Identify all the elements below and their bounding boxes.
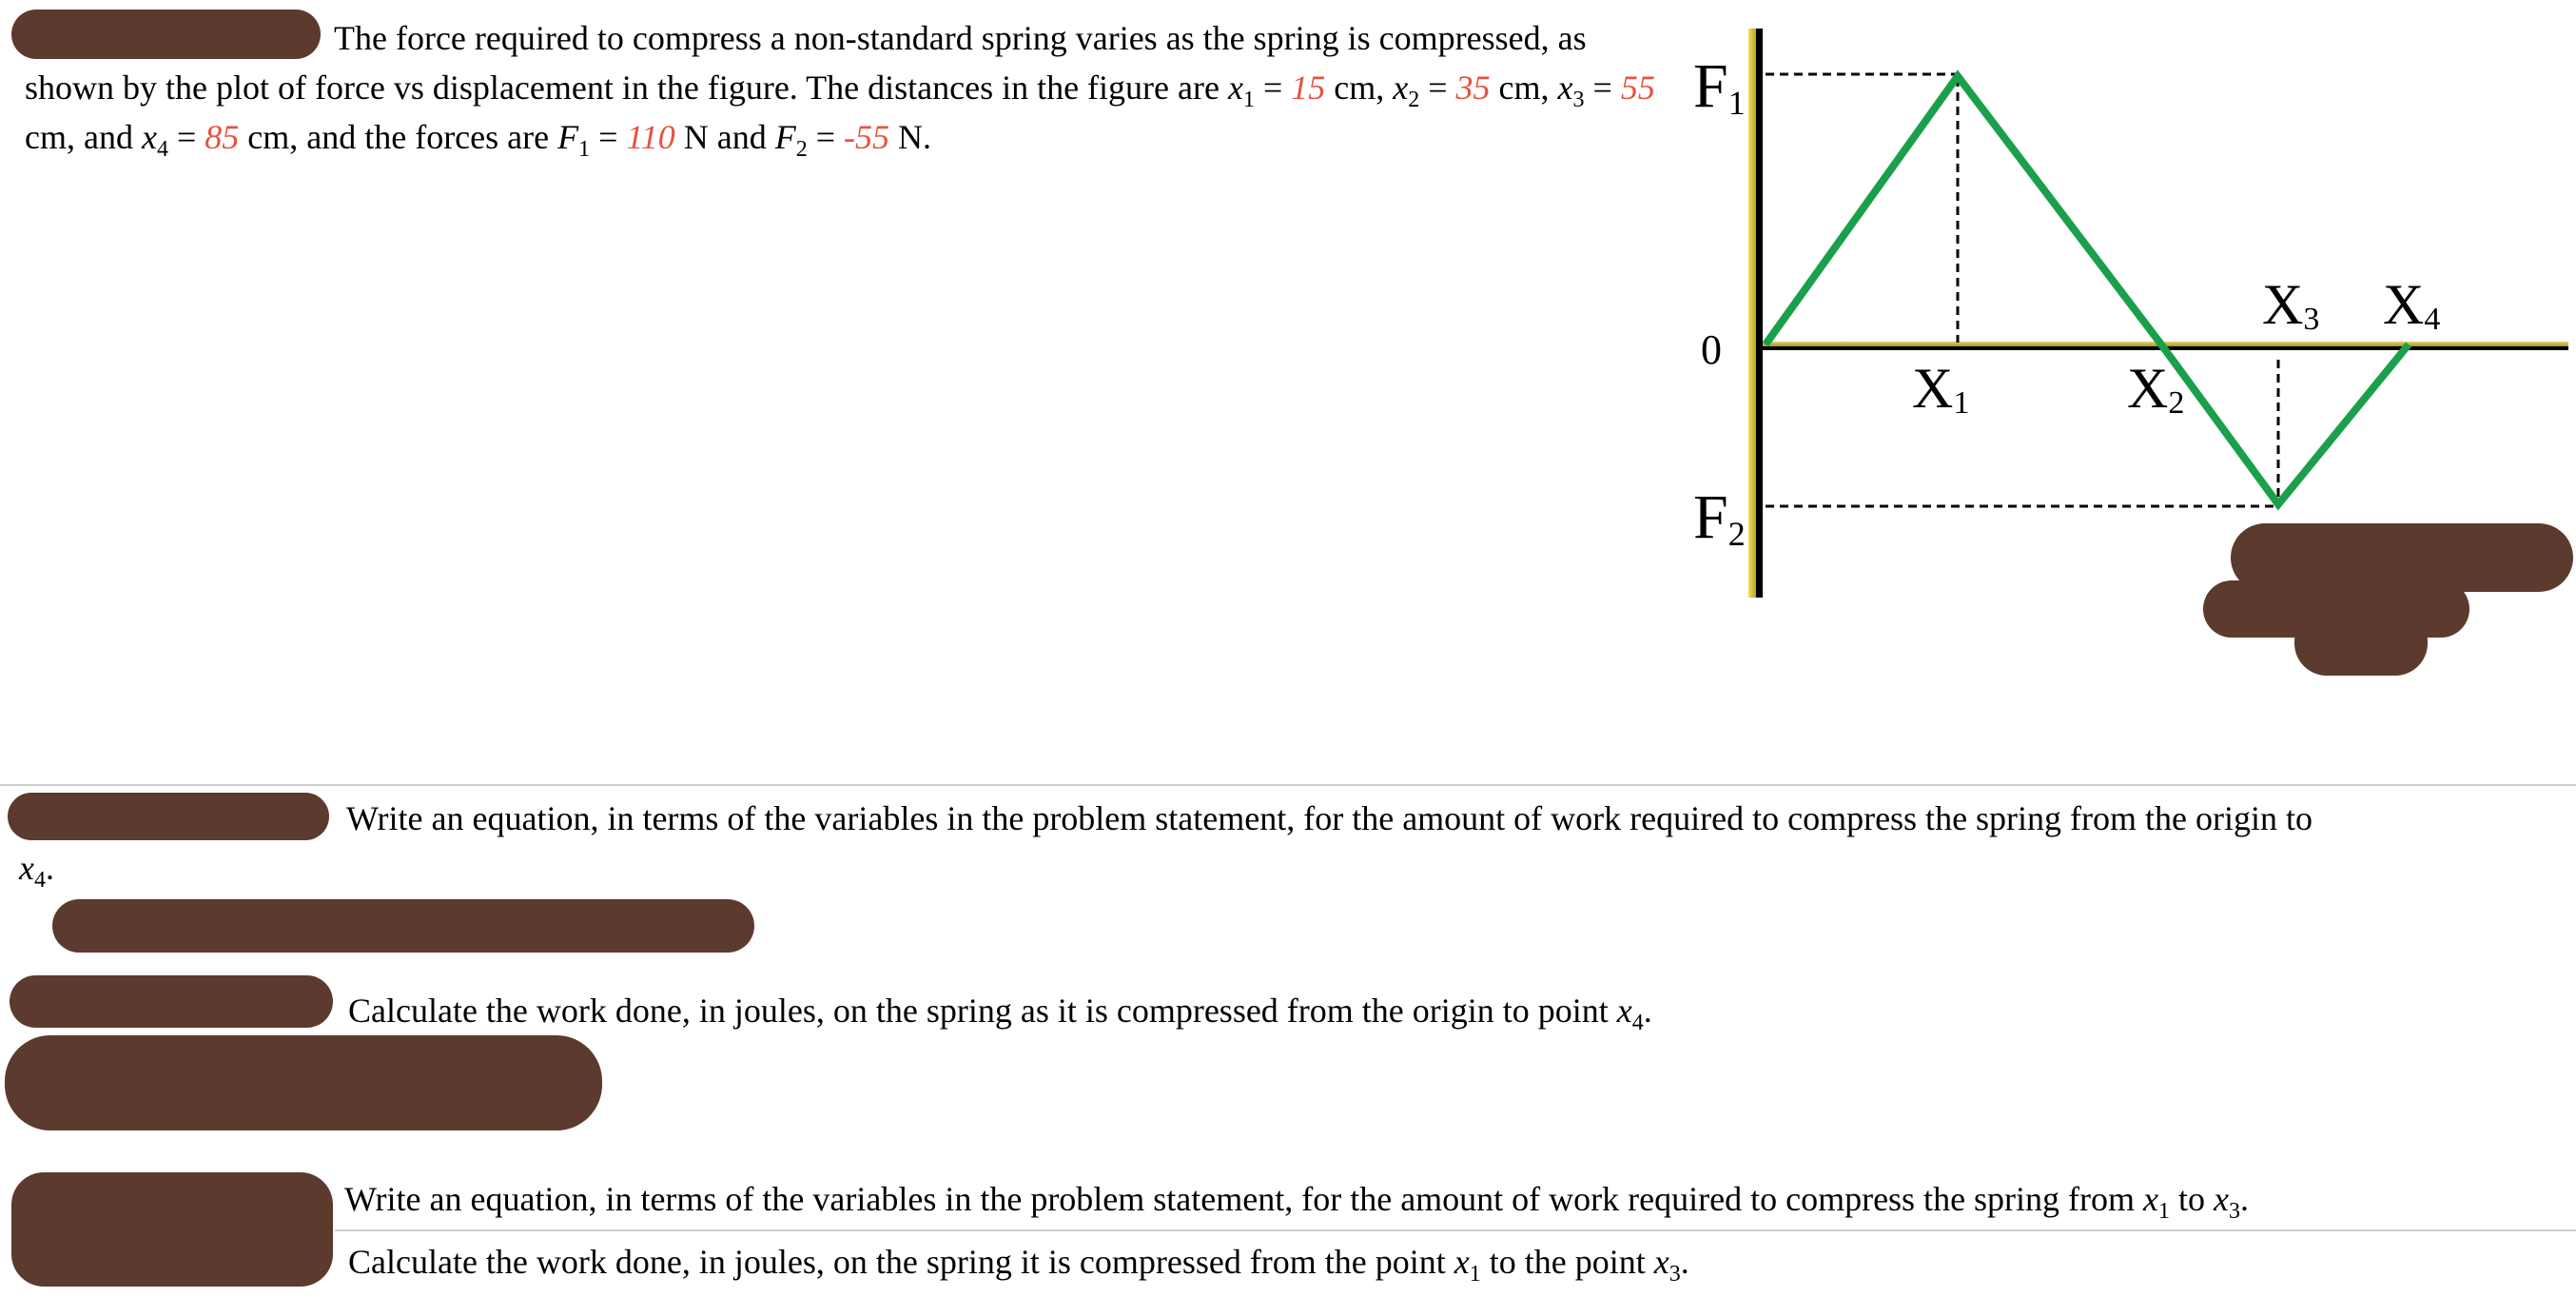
section-divider [335, 1229, 2576, 1231]
force-displacement-figure [1674, 0, 2576, 628]
force-axis [1756, 29, 1763, 598]
f2-value: -55 [844, 118, 890, 156]
f2-label: F2 [1693, 482, 1746, 553]
question-1-continuation: $x_4$. [19, 849, 54, 893]
redaction-mark [52, 899, 754, 953]
x4-axis-label: X4 [2383, 273, 2441, 337]
force-curve [1766, 76, 2409, 504]
f1-label: F1 [1693, 51, 1746, 122]
x1-value: 15 [1291, 69, 1326, 107]
x4-value: 85 [205, 118, 240, 156]
question-1: Write an equation, in terms of the variables in the problem statement, for the amount of work required to compress the spring from the origin to [346, 799, 2313, 837]
problem-intro: The force required to compress a non-standard spring varies as the spring is compressed, as shown by the plot of force vs displacement in the figure. The distances in the figure are [25, 19, 1587, 107]
x3-axis-label: X3 [2262, 273, 2320, 337]
redaction-mark [5, 1035, 602, 1130]
x2-value: 35 [1455, 69, 1491, 107]
redaction-mark [8, 793, 329, 840]
redaction-mark [11, 1172, 333, 1287]
x2-axis-label: X2 [2127, 357, 2185, 421]
problem-statement: The force required to compress a non-standard spring varies as the spring is compressed, as shown by the plot of force vs displacement in the figure. The distances in the figure are $x_1 = 15$ cm, $x_2 = 35$ cm, $x_3 = 55$ cm, and $x_4 = 85$ cm, and the forces are $F_1 = 110$ N and $F_2 = -55$ N. [25, 19, 1655, 162]
question-4: Calculate the work done, in joules, on the spring it is compressed from the point $x_1$ to the point $x_3$. [348, 1243, 1689, 1287]
redaction-mark [10, 975, 333, 1028]
question-2: Calculate the work done, in joules, on the spring as it is compressed from the origin to point $x_4$. [348, 992, 1652, 1035]
x1-axis-label: X1 [1912, 357, 1970, 421]
zero-label: 0 [1701, 326, 1722, 373]
section-divider [0, 784, 2576, 786]
x3-value: 55 [1620, 69, 1655, 107]
f1-value: 110 [626, 118, 675, 156]
question-3: Write an equation, in terms of the variables in the problem statement, for the amount of work required to compress the spring from $x_1$ to $x_3$. [344, 1180, 2250, 1224]
